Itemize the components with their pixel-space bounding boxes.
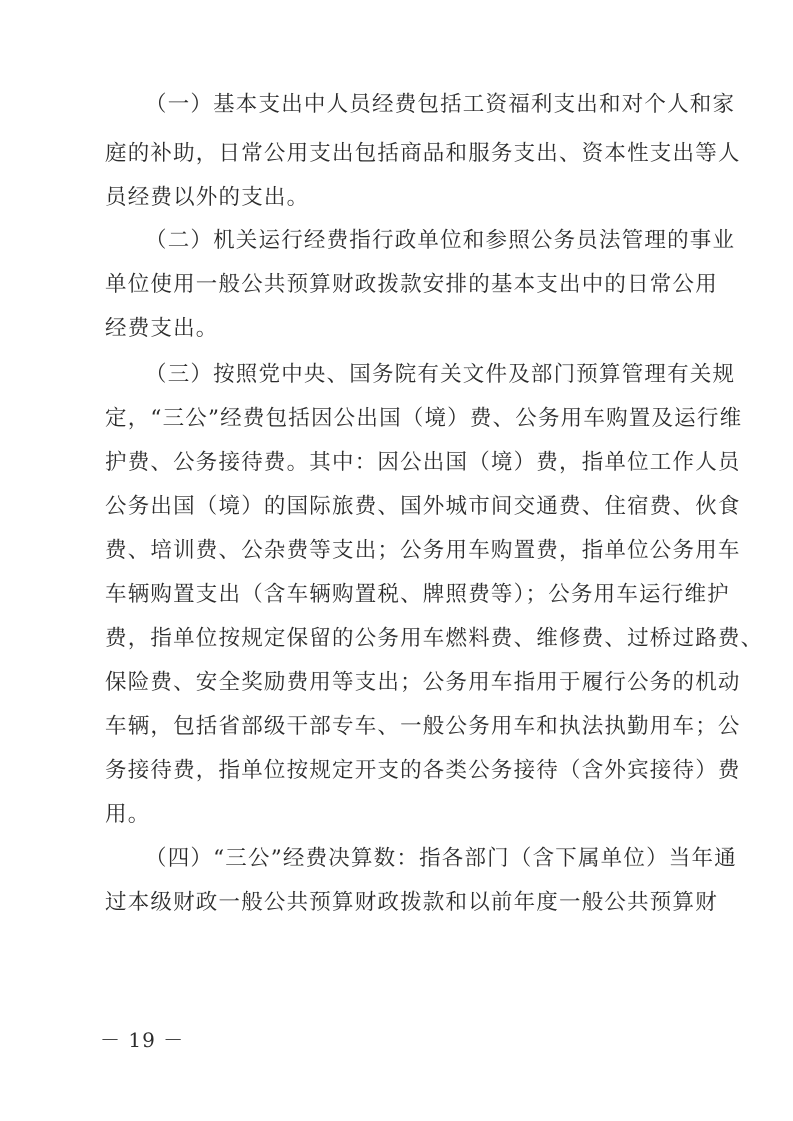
paragraph-3-line-6: 车辆购置支出（含车辆购置税、牌照费等）；公务用车运行维护 xyxy=(105,582,730,607)
paragraph-2-line-3: 经费支出。 xyxy=(105,316,219,341)
paragraph-1-line-3: 员经费以外的支出。 xyxy=(105,185,310,210)
paragraph-3-line-2: 定，“三公”经费包括因公出国（境）费、公务用车购置及运行维 xyxy=(105,406,743,431)
paragraph-2-line-1: （二）机关运行经费指行政单位和参照公务员法管理的事业 xyxy=(145,228,736,253)
page-number: － 19 － xyxy=(100,1028,185,1052)
paragraph-3-line-3: 护费、公务接待费。其中：因公出国（境）费，指单位工作人员 xyxy=(105,450,741,475)
paragraph-1-line-1: （一）基本支出中人员经费包括工资福利支出和对个人和家 xyxy=(145,92,736,117)
paragraph-3-line-11: 用。 xyxy=(105,802,151,827)
paragraph-4-line-1: （四）“三公”经费决算数：指各部门（含下属单位）当年通 xyxy=(145,846,737,871)
paragraph-3-line-4: 公务出国（境）的国际旅费、国外城市间交通费、住宿费、伙食 xyxy=(105,494,741,519)
paragraph-2-line-2: 单位使用一般公共预算财政拨款安排的基本支出中的日常公用 xyxy=(105,272,718,297)
paragraph-3-line-9: 车辆，包括省部级干部专车、一般公务用车和执法执勤用车；公 xyxy=(105,714,741,739)
paragraph-3-line-1: （三）按照党中央、国务院有关文件及部门预算管理有关规 xyxy=(145,362,736,387)
paragraph-4-line-2: 过本级财政一般公共预算财政拨款和以前年度一般公共预算财 xyxy=(105,890,718,915)
paragraph-3-line-8: 保险费、安全奖励费用等支出；公务用车指用于履行公务的机动 xyxy=(105,670,741,695)
paragraph-3-line-10: 务接待费，指单位按规定开支的各类公务接待（含外宾接待）费 xyxy=(105,758,741,783)
paragraph-1-line-2: 庭的补助，日常公用支出包括商品和服务支出、资本性支出等人 xyxy=(105,141,741,166)
paragraph-3-line-7: 费，指单位按规定保留的公务用车燃料费、维修费、过桥过路费、 xyxy=(105,626,764,651)
paragraph-3-line-5: 费、培训费、公杂费等支出；公务用车购置费，指单位公务用车 xyxy=(105,538,741,563)
